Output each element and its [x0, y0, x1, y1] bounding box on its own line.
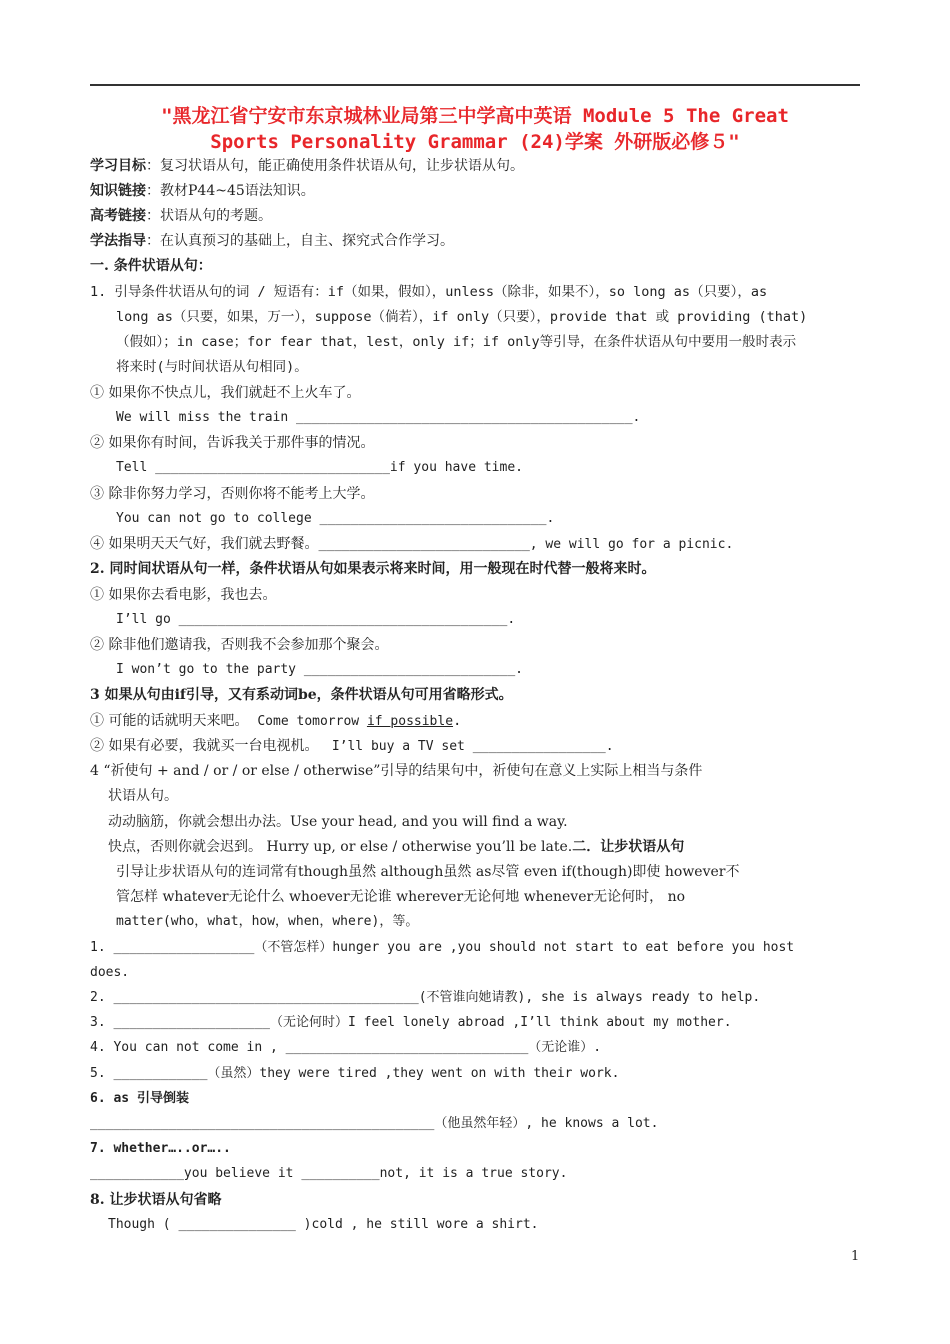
- ex1-1-en: We will miss the train ___________________________________________.: [116, 410, 641, 425]
- p4-line3: 动动脑筋，你就会想出办法。Use your head, and you will find a way.: [108, 814, 568, 830]
- p3: 3 如果从句由if引导，又有系动词be，条件状语从句可用省略形式。: [90, 687, 513, 703]
- section2-heading: 二．让步状语从句: [572, 839, 685, 855]
- header-method: 学法指导：在认真预习的基础上，自主、探究式合作学习。: [90, 233, 454, 249]
- section1-heading: 一. 条件状语从句：: [90, 258, 212, 274]
- ex1-2-cn: ② 如果你有时间，告诉我关于那件事的情况。: [90, 435, 375, 451]
- ex1-4: ④ 如果明天天气好，我们就去野餐。___________________________, we will go for a picnic.: [90, 536, 734, 552]
- s2-item-3: 3. ____________________（无论何时）I feel lonely abroad ,I’ll think about my mother.: [90, 1015, 732, 1030]
- s2-item-7b: ____________you believe it __________not, it is a true story.: [90, 1166, 568, 1181]
- ex1-2-en: Tell ______________________________if you have time.: [116, 460, 523, 475]
- s2-item-2: 2. _______________________________________(不管谁向她请教), she is always ready to help.: [90, 990, 761, 1005]
- s2-item-6: 6. as 引导倒装: [90, 1091, 189, 1106]
- title-line-2: Sports Personality Grammar (24)学案 外研版必修５": [210, 131, 740, 153]
- p1-line4: 将来时(与时间状语从句相同)。: [116, 359, 308, 375]
- p1-line3: （假如）；in case；for fear that，lest，only if；if only等引导，在条件状语从句中要用一般时表示: [116, 334, 797, 350]
- ex2-1-cn: ① 如果你去看电影，我也去。: [90, 587, 277, 603]
- s2-item-5: 5. ____________（虽然）they were tired ,they went on with their work.: [90, 1066, 620, 1081]
- s2-item-6b: ____________________________________________（他虽然年轻）, he knows a lot.: [90, 1116, 659, 1131]
- ex2-2-cn: ② 除非他们邀请我，否则我不会参加那个聚会。: [90, 637, 389, 653]
- title-line-1: "黑龙江省宁安市东京城林业局第三中学高中英语 Module 5 The Great: [161, 105, 789, 127]
- s2-item-1: 1. __________________（不管怎样）hunger you are ,you should not start to eat before you host: [90, 940, 795, 955]
- ex1-3-cn: ③ 除非你努力学习，否则你将不能考上大学。: [90, 486, 375, 502]
- s2-intro-2: 管怎样 whatever无论什么 whoever无论谁 wherever无论何地 whenever无论何时， no: [116, 889, 686, 905]
- s2-intro-1: 引导让步状语从句的连词常有though虽然 although虽然 as尽管 even if(though)即使 however不: [116, 864, 740, 880]
- p1-line1: 1. 引导条件状语从句的词 / 短语有：if（如果，假如），unless（除非，如果不），so long as（只要），as: [90, 284, 768, 300]
- p4-line2: 状语从句。: [108, 788, 178, 804]
- s2-item-1b: does.: [90, 965, 130, 980]
- s2-item-8b: Though ( _______________ )cold , he still wore a shirt.: [108, 1217, 539, 1232]
- ex3-2: ② 如果有必要，我就买一台电视机。 I’ll buy a TV set _________________.: [90, 738, 614, 754]
- ex2-1-en: I’ll go __________________________________________.: [116, 612, 516, 627]
- s2-item-8: 8. 让步状语从句省略: [90, 1192, 222, 1208]
- document-title: [95, 103, 855, 155]
- top-rule: [90, 84, 860, 86]
- ex1-3-en: You can not go to college _____________________________.: [116, 511, 555, 526]
- p2: 2. 同时间状语从句一样，条件状语从句如果表示将来时间，用一般现在时代替一般将来时。: [90, 561, 656, 577]
- header-knowledge: 知识链接：教材P44~45语法知识。: [90, 183, 315, 199]
- p4-line1: 4 “祈使句 + and / or / or else / otherwise”引导的结果句中，祈使句在意义上实际上相当与条件: [90, 763, 703, 779]
- s2-intro-3: matter(who，what，how，when，where)，等。: [116, 914, 419, 929]
- ex2-2-en: I won’t go to the party ___________________________.: [116, 662, 523, 677]
- page-number: 1: [851, 1249, 860, 1264]
- ex3-1: ① 可能的话就明天来吧。 Come tomorrow if possible.: [90, 713, 462, 729]
- header-exam: 高考链接：状语从句的考题。: [90, 208, 272, 224]
- s2-item-7: 7. whether…..or…..: [90, 1141, 231, 1156]
- ex1-1-cn: ① 如果你不快点儿，我们就赶不上火车了。: [90, 385, 361, 401]
- p4-line4: 快点，否则你就会迟到。 Hurry up, or else / otherwise you’ll be late.二．让步状语从句: [108, 839, 685, 855]
- header-goal: 学习目标：复习状语从句，能正确使用条件状语从句，让步状语从句。: [90, 158, 524, 174]
- s2-item-4: 4. You can not come in , _______________________________（无论谁）.: [90, 1040, 602, 1055]
- p1-line2: long as（只要，如果，万一），suppose（倘若），if only（只要），provide that 或 providing (that): [116, 309, 808, 325]
